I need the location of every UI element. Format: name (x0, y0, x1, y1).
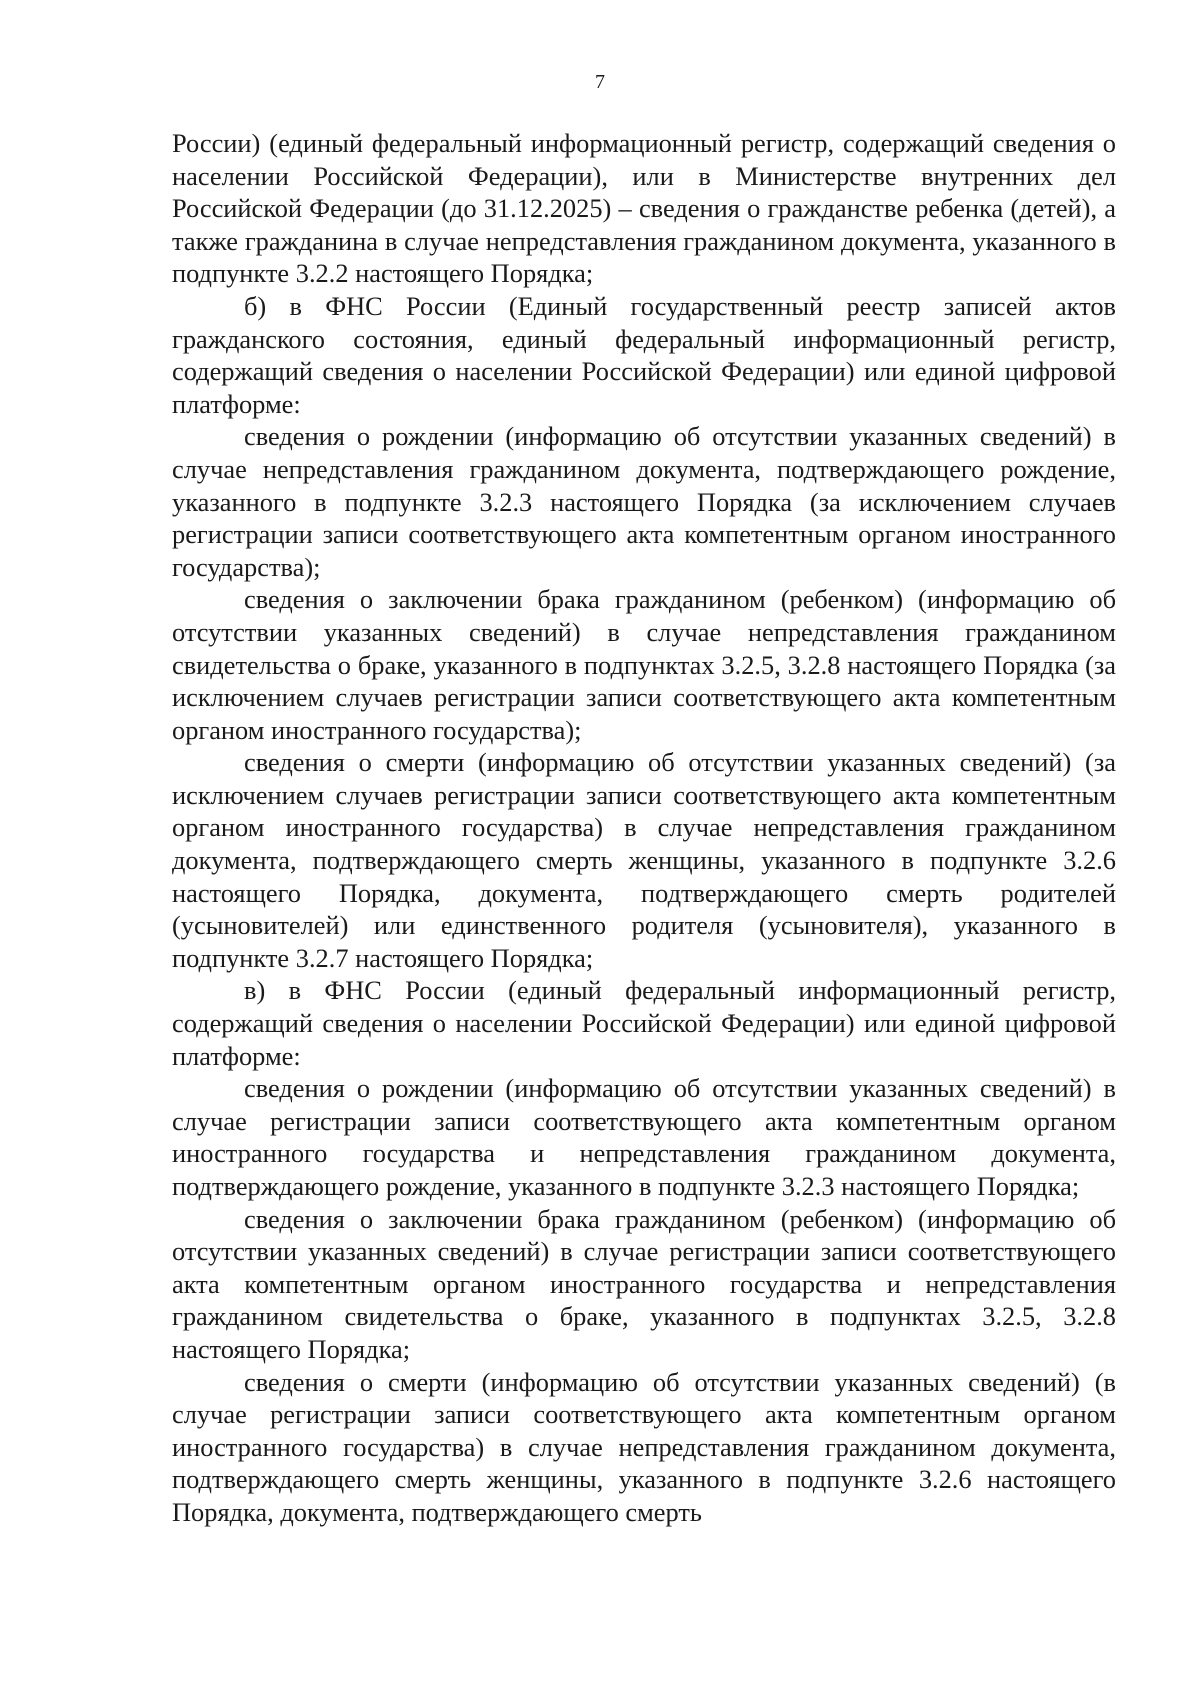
paragraph-marriage-info: сведения о заключении брака гражданином (ребенком) (информацию об отсутствии указанных сведений) в случае непредставления гражданином свидетельства о браке, указанного в подпунктах 3.2.5, 3.2.8 настоящего Порядка (за исключением случаев регистрации записи соответствующего акта компетентным органом иностранного государства); (172, 584, 1116, 745)
paragraph-continuation: России) (единый федеральный информационный регистр, содержащий сведения о населении Российской Федерации), или в Министерстве внутренних дел Российской Федерации (до 31.12.2025) – сведения о гражданстве ребенка (детей), а также гражданина в случае непредставления гражданином документа, указанного в подпункте 3.2.2 настоящего Порядка; (172, 128, 1116, 289)
paragraph-death-info: сведения о смерти (информацию об отсутствии указанных сведений) (за исключением случаев регистрации записи соответствующего акта компетентным органом иностранного государства) в случае непредставления гражданином документа, подтверждающего смерть женщины, указанного в подпункте 3.2.6 настоящего Порядка, документа, подтверждающего смерть родителей (усыновителей) или единственного родителя (усыновителя), указанного в подпункте 3.2.7 настоящего Порядка; (172, 747, 1116, 973)
paragraph-item-v: в) в ФНС России (единый федеральный информационный регистр, содержащий сведения о населении Российской Федерации) или единой цифровой платформе: (172, 975, 1116, 1071)
paragraph-birth-info: сведения о рождении (информацию об отсутствии указанных сведений) в случае непредставления гражданином документа, подтверждающего рождение, указанного в подпункте 3.2.3 настоящего Порядка (за исключением случаев регистрации записи соответствующего акта компетентным органом иностранного государства); (172, 421, 1116, 582)
paragraph-item-b: б) в ФНС России (Единый государственный реестр записей актов гражданского состояния, единый федеральный информационный регистр, содержащий сведения о населении Российской Федерации) или единой цифровой платформе: (172, 290, 1116, 419)
document-body (172, 127, 1116, 1529)
paragraph-marriage-info-foreign: сведения о заключении брака гражданином (ребенком) (информацию об отсутствии указанных сведений) в случае регистрации записи соответствующего акта компетентным органом иностранного государства и непредставления гражданином свидетельства о браке, указанного в подпунктах 3.2.5, 3.2.8 настоящего Порядка; (172, 1203, 1116, 1364)
paragraph-death-info-foreign: сведения о смерти (информацию об отсутствии указанных сведений) (в случае регистрации записи соответствующего акта компетентным органом иностранного государства) в случае непредставления гражданином документа, подтверждающего смерть женщины, указанного в подпункте 3.2.6 настоящего Порядка, документа, подтверждающего смерть (172, 1366, 1116, 1527)
page-number: 7 (595, 71, 605, 93)
paragraph-birth-info-foreign: сведения о рождении (информацию об отсутствии указанных сведений) в случае регистрации записи соответствующего акта компетентным органом иностранного государства и непредставления гражданином документа, подтверждающего рождение, указанного в подпункте 3.2.3 настоящего Порядка; (172, 1073, 1116, 1201)
